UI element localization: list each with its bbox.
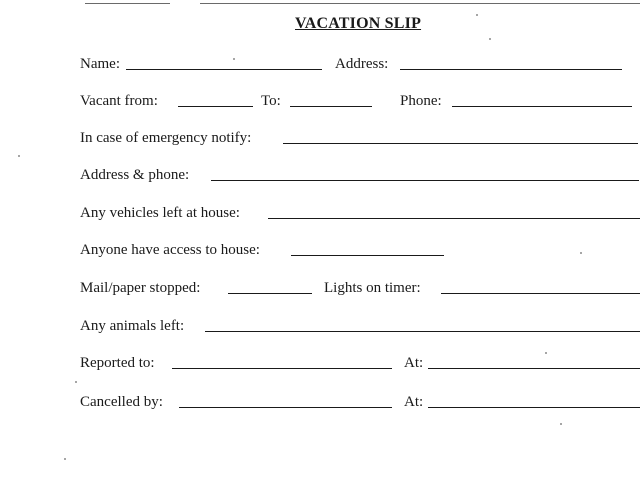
scan-speck xyxy=(580,252,582,254)
address-label: Address: xyxy=(335,56,389,72)
animals-label: Any animals left: xyxy=(80,318,185,334)
scan-edge-line xyxy=(85,3,170,4)
vehicles-label: Any vehicles left at house: xyxy=(80,205,240,221)
name-label: Name: xyxy=(80,56,120,72)
phone-field[interactable] xyxy=(452,106,632,107)
scan-edge-line xyxy=(200,3,640,4)
reported-at-field[interactable] xyxy=(428,368,640,369)
lights-field[interactable] xyxy=(441,293,640,294)
scan-speck xyxy=(560,423,562,425)
reported-to-label: Reported to: xyxy=(80,355,155,371)
scan-speck xyxy=(18,155,20,157)
to-field[interactable] xyxy=(290,106,372,107)
mail-paper-field[interactable] xyxy=(228,293,312,294)
address-field[interactable] xyxy=(400,69,622,70)
emergency-notify-field[interactable] xyxy=(283,143,638,144)
vehicles-field[interactable] xyxy=(268,218,640,219)
access-label: Anyone have access to house: xyxy=(80,242,260,258)
scan-speck xyxy=(489,38,491,40)
animals-field[interactable] xyxy=(205,331,640,332)
address-phone-label: Address & phone: xyxy=(80,167,190,183)
vacant-from-label: Vacant from: xyxy=(80,93,158,109)
cancelled-at-label: At: xyxy=(404,394,424,410)
scan-speck xyxy=(545,352,547,354)
reported-to-field[interactable] xyxy=(172,368,392,369)
emergency-notify-label: In case of emergency notify: xyxy=(80,130,252,146)
reported-at-label: At: xyxy=(404,355,424,371)
to-label: To: xyxy=(261,93,281,109)
lights-label: Lights on timer: xyxy=(324,280,421,296)
mail-paper-label: Mail/paper stopped: xyxy=(80,280,201,296)
name-field[interactable] xyxy=(126,69,322,70)
phone-label: Phone: xyxy=(400,93,442,109)
cancelled-by-field[interactable] xyxy=(179,407,392,408)
access-field[interactable] xyxy=(291,255,444,256)
scan-speck xyxy=(75,381,77,383)
vacant-from-field[interactable] xyxy=(178,106,253,107)
scan-speck xyxy=(64,458,66,460)
cancelled-by-label: Cancelled by: xyxy=(80,394,163,410)
scan-speck xyxy=(233,58,235,60)
cancelled-at-field[interactable] xyxy=(428,407,640,408)
scan-speck xyxy=(476,14,478,16)
address-phone-field[interactable] xyxy=(211,180,639,181)
form-title: VACATION SLIP xyxy=(295,15,422,32)
